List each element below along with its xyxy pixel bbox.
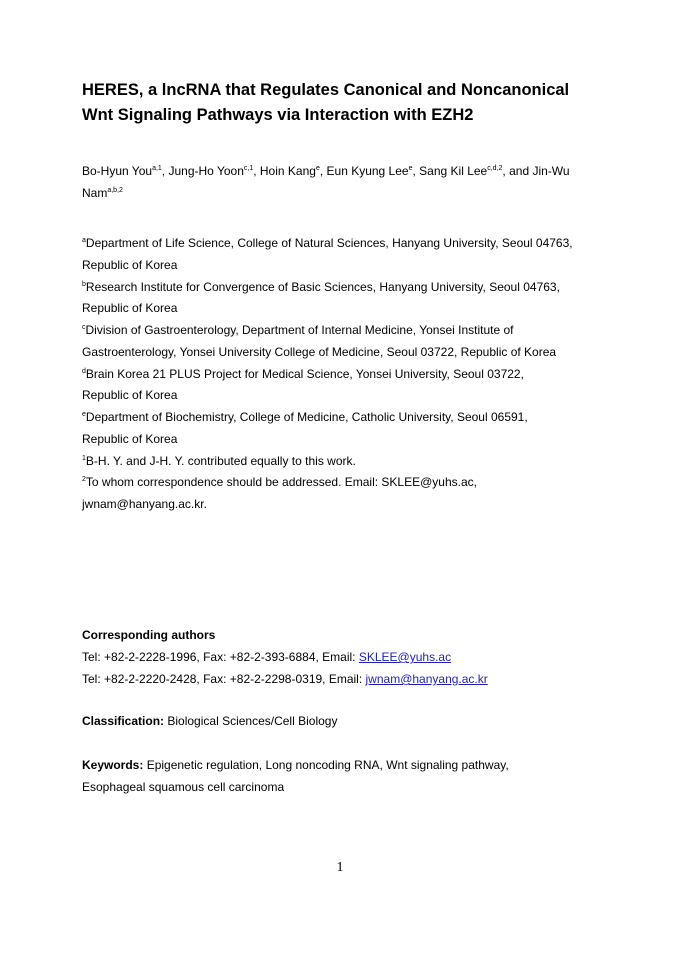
footnote-marker: 1 bbox=[82, 454, 86, 462]
correspondence-note-line: jwnam@hanyang.ac.kr. bbox=[82, 497, 207, 511]
affiliation-text: Department of Life Science, College of Natural Sciences, Hanyang University, Seoul 04763, bbox=[85, 236, 573, 250]
author-affiliation-marker: e bbox=[315, 165, 320, 172]
keywords-line: Esophageal squamous cell carcinoma bbox=[82, 780, 285, 794]
footnote-marker: 2 bbox=[82, 476, 86, 484]
author-name: Sang Kil Lee bbox=[419, 164, 488, 178]
affiliation-line: Republic of Korea bbox=[82, 431, 178, 446]
author-affiliation-marker: e bbox=[408, 165, 413, 172]
keywords-text: Epigenetic regulation, Long noncoding RNA, Wnt signaling pathway, bbox=[143, 758, 509, 772]
page-number: 1 bbox=[336, 860, 344, 875]
affiliation-line: Gastroenterology, Yonsei University College of Medicine, Seoul 03722, Republic of Korea bbox=[82, 344, 557, 359]
affiliation-line bbox=[82, 320, 607, 342]
affiliation-text: Department of Biochemistry, College of Medicine, Catholic University, Seoul 06591, bbox=[85, 410, 528, 424]
author-name: Eun Kyung Lee bbox=[326, 164, 409, 178]
author-affiliation-marker: a,b,2 bbox=[107, 187, 123, 194]
author-affiliation-marker: c,1 bbox=[243, 165, 254, 172]
affiliation-line bbox=[82, 277, 607, 299]
affiliation-line bbox=[82, 407, 607, 429]
affiliation-text: Research Institute for Convergence of Basic Sciences, Hanyang University, Seoul 04763, bbox=[85, 279, 560, 294]
contact-details: Tel: +82-2-2220-2428, Fax: +82-2-2298-0319, Email: bbox=[82, 672, 366, 686]
author-separator: , bbox=[319, 164, 327, 178]
correspondence-note bbox=[82, 472, 607, 494]
affiliation-text: Brain Korea 21 PLUS Project for Medical Science, Yonsei University, Seoul 03722, bbox=[85, 366, 524, 381]
affiliation-marker: e bbox=[82, 411, 86, 418]
author-separator: , bbox=[412, 164, 420, 178]
affiliation-line: Republic of Korea bbox=[82, 388, 178, 403]
author-separator: , bbox=[161, 164, 169, 178]
author-list bbox=[82, 160, 602, 204]
author-name: Jin-Wu Nam bbox=[82, 164, 570, 200]
affiliation-line: Republic of Korea bbox=[82, 301, 178, 316]
affiliation-marker: a bbox=[82, 237, 86, 244]
equal-contribution-note bbox=[82, 451, 607, 473]
affiliation-line bbox=[82, 364, 607, 386]
author-separator: , and bbox=[502, 164, 533, 178]
affiliation-marker: b bbox=[82, 280, 86, 288]
corresponding-authors-heading: Corresponding authors bbox=[82, 628, 216, 642]
email-link[interactable]: jwnam@hanyang.ac.kr bbox=[365, 672, 488, 686]
contact-details: Tel: +82-2-2228-1996, Fax: +82-2-393-6884, Email: bbox=[82, 650, 359, 664]
corresponding-authors-section bbox=[82, 624, 622, 690]
paper-title: HERES, a lncRNA that Regulates Canonical and Noncanonical Wnt Signaling Pathways via Interaction with EZH2 bbox=[82, 81, 570, 124]
contact-line bbox=[82, 646, 622, 668]
email-link[interactable]: SKLEE@yuhs.ac bbox=[358, 650, 452, 664]
keywords-line bbox=[82, 754, 622, 776]
keywords-section bbox=[82, 754, 622, 798]
affiliation-line bbox=[82, 233, 607, 255]
classification-value: Biological Sciences/Cell Biology bbox=[164, 714, 338, 728]
author-name: Jung-Ho Yoon bbox=[168, 164, 244, 178]
keywords-label: Keywords: bbox=[82, 758, 144, 772]
footnote-text: B-H. Y. and J-H. Y. contributed equally to this work. bbox=[85, 453, 356, 468]
classification-line bbox=[82, 710, 622, 732]
footnote-text: To whom correspondence should be addressed. Email: SKLEE@yuhs.ac, bbox=[85, 475, 477, 490]
classification-label: Classification: bbox=[82, 714, 165, 728]
author-name: Hoin Kang bbox=[259, 164, 316, 178]
affiliation-line: Republic of Korea bbox=[82, 257, 178, 272]
affiliation-text: Division of Gastroenterology, Department of Internal Medicine, Yonsei Institute of bbox=[85, 323, 514, 337]
affiliation-marker: d bbox=[82, 367, 86, 375]
author-affiliation-marker: a,1 bbox=[152, 165, 162, 172]
contact-line bbox=[82, 668, 622, 690]
author-separator: , bbox=[253, 164, 260, 178]
author-name: Bo-Hyun You bbox=[82, 164, 153, 178]
affiliation-list bbox=[82, 233, 607, 516]
author-affiliation-marker: c,d,2 bbox=[487, 165, 503, 172]
affiliation-marker: c bbox=[82, 324, 86, 331]
